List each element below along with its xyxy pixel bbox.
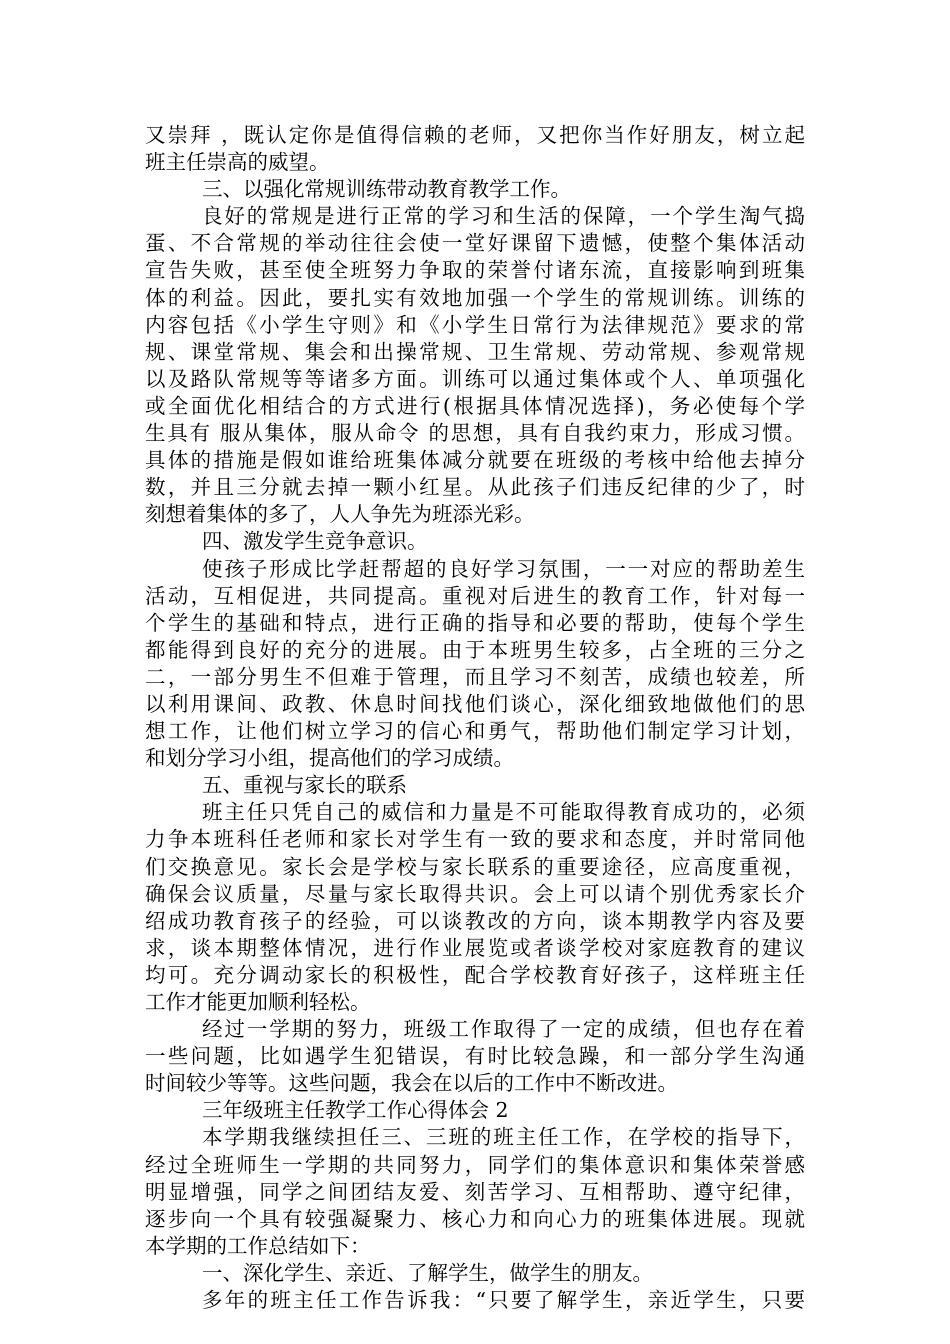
text-line: 本学期的工作总结如下： xyxy=(145,1233,371,1258)
text-line: 良好的常规是进行正常的学习和生活的保障，一个学生淘气捣 xyxy=(202,204,805,229)
text-line: 具体的措施是假如谁给班集体减分就要在班级的考核中给他去掉分 xyxy=(145,448,805,473)
text-line: 以及路队常规等等诸多方面。训练可以通过集体或个人、单项强化 xyxy=(145,366,805,391)
text-line: 生具有 服从集体，服从命令 的思想，具有自我约束力，形成习惯。 xyxy=(145,421,805,446)
text-line: 经过一学期的努力，班级工作取得了一定的成绩，但也存在着 xyxy=(202,1017,805,1042)
text-line: 班主任只凭自己的威信和力量是不可能取得教育成功的，必须 xyxy=(202,800,805,825)
text-line: 个学生的基础和特点，进行正确的指导和必要的帮助，使每个学生 xyxy=(145,610,805,635)
text-line: 三年级班主任教学工作心得体会 2 xyxy=(202,1098,509,1123)
text-line: 四、激发学生竞争意识。 xyxy=(202,529,428,554)
text-line: 宣告失败，甚至使全班努力争取的荣誉付诸东流，直接影响到班集 xyxy=(145,258,805,283)
text-line: 以利用课间、政教、休息时间找他们谈心，深化细致地做他们的思 xyxy=(145,691,805,716)
text-line: 使孩子形成比学赶帮超的良好学习氛围，一一对应的帮助差生 xyxy=(202,556,805,581)
text-line: 逐步向一个具有较强凝聚力、核心力和向心力的班集体进展。现就 xyxy=(145,1206,805,1231)
text-line: 二，一部分男生不但难于管理，而且学习不刻苦，成绩也较差，所 xyxy=(145,664,805,689)
text-line: 规、课堂常规、集会和出操常规、卫生常规、劳动常规、参观常规 xyxy=(145,339,805,364)
text-line: 时间较少等等。这些问题，我会在以后的工作中不断改进。 xyxy=(145,1071,678,1096)
text-line: 数，并且三分就去掉一颗小红星。从此孩子们违反纪律的少了，时 xyxy=(145,475,805,500)
text-line: 明显增强，同学之间团结友爱、刻苦学习、互相帮助、遵守纪律， xyxy=(145,1179,805,1204)
text-line: 和划分学习小组，提高他们的学习成绩。 xyxy=(145,746,514,771)
text-line: 绍成功教育孩子的经验，可以谈教改的方向，谈本期教学内容及要 xyxy=(145,908,805,933)
text-line: 蛋、不合常规的举动往往会使一堂好课留下遗憾，使整个集体活动 xyxy=(145,231,805,256)
text-line: 求，谈本期整体情况，进行作业展览或者谈学校对家庭教育的建议 xyxy=(145,935,805,960)
text-line: 均可。充分调动家长的积极性，配合学校教育好孩子，这样班主任 xyxy=(145,962,805,987)
document-page xyxy=(145,122,805,1314)
text-line: 经过全班师生一学期的共同努力，同学们的集体意识和集体荣誉感 xyxy=(145,1152,805,1177)
text-line: 一、深化学生、亲近、了解学生，做学生的朋友。 xyxy=(202,1260,653,1285)
text-line: 们交换意见。家长会是学校与家长联系的重要途径，应高度重视， xyxy=(145,854,805,879)
text-line: 或全面优化相结合的方式进行(根据具体情况选择)，务必使每个学 xyxy=(145,393,805,418)
text-line: 班主任崇高的威望。 xyxy=(145,150,330,175)
text-line: 力争本班科任老师和家长对学生有一致的要求和态度，并时常同他 xyxy=(145,827,805,852)
text-line: 又崇拜 ，既认定你是值得信赖的老师，又把你当作好朋友，树立起 xyxy=(145,123,805,147)
text-line: 多年的班主任工作告诉我：“只要了解学生，亲近学生，只要 xyxy=(202,1288,805,1313)
text-line: 工作才能更加顺利轻松。 xyxy=(145,990,371,1014)
text-line: 三、以强化常规训练带动教育教学工作。 xyxy=(202,177,571,202)
text-line: 一些问题，比如遇学生犯错误，有时比较急躁，和一部分学生沟通 xyxy=(145,1044,805,1069)
text-line: 内容包括《小学生守则》和《小学生日常行为法律规范》要求的常 xyxy=(145,312,805,337)
text-line: 想工作，让他们树立学习的信心和勇气，帮助他们制定学习计划， xyxy=(145,719,805,744)
text-line: 都能得到良好的充分的进展。由于本班男生较多，占全班的三分之 xyxy=(145,637,805,662)
text-line: 体的利益。因此，要扎实有效地加强一个学生的常规训练。训练的 xyxy=(145,285,805,310)
text-line: 刻想着集体的多了，人人争先为班添光彩。 xyxy=(145,502,535,527)
text-line: 确保会议质量，尽量与家长取得共识。会上可以请个别优秀家长介 xyxy=(145,881,805,906)
text-line: 五、重视与家长的联系 xyxy=(202,773,407,798)
text-line: 活动，互相促进，共同提高。重视对后进生的教育工作，针对每一 xyxy=(145,583,805,608)
text-line: 本学期我继续担任三、三班的班主任工作，在学校的指导下， xyxy=(202,1125,805,1150)
